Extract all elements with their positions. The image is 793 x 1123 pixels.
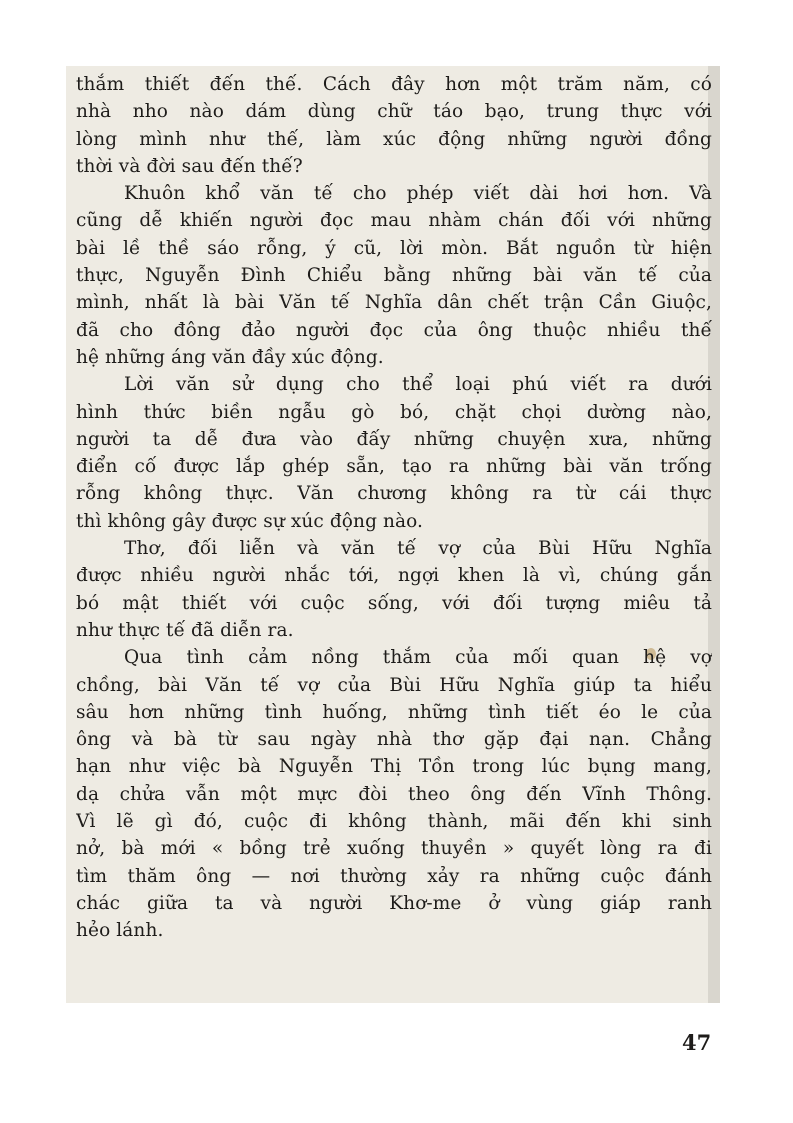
text-line: chác giữa ta và người Khơ-me ở vùng giáp ranh [76, 892, 712, 914]
text-line: Lời văn sử dụng cho thể loại phú viết ra dưới [124, 374, 712, 396]
text-line: hình thức biền ngẫu gò bó, chặt chọi dường nào, [76, 401, 712, 423]
text-line: dạ chửa vẫn một mực đòi theo ông đến Vĩnh Thông. [76, 783, 712, 805]
text-line: đã cho đông đảo người đọc của ông thuộc nhiều thế [76, 319, 712, 341]
paragraph [76, 180, 712, 371]
text-line: lòng mình như thế, làm xúc động những người đồng [76, 128, 712, 150]
text-line: cũng dễ khiến người đọc mau nhàm chán đối với những [76, 210, 712, 232]
text-line: người ta dễ đưa vào đấy những chuyện xưa, những [76, 428, 712, 450]
text-line: chồng, bài Văn tế vợ của Bùi Hữu Nghĩa giúp ta hiểu [76, 674, 712, 696]
body-text [76, 71, 712, 945]
text-line: như thực tế đã diễn ra. [76, 619, 294, 641]
text-line: Qua tình cảm nồng thắm của mối quan hệ vợ [124, 647, 712, 669]
paragraph [76, 371, 712, 535]
text-line: mình, nhất là bài Văn tế Nghĩa dân chết trận Cần Giuộc, [76, 292, 712, 314]
page-number: 47 [682, 1030, 712, 1055]
paragraph [76, 644, 712, 944]
text-line: Thơ, đối liễn và văn tế vợ của Bùi Hữu Nghĩa [124, 538, 712, 560]
text-line: thì không gây được sự xúc động nào. [76, 510, 424, 532]
text-line: rỗng không thực. Văn chương không ra từ cái thực [76, 483, 712, 505]
text-line: bó mật thiết với cuộc sống, với đối tượng miêu tả [76, 592, 712, 614]
paragraph [76, 71, 712, 180]
text-line: hệ những áng văn đầy xúc động. [76, 346, 384, 368]
text-line: sâu hơn những tình huống, những tình tiết éo le của [76, 701, 712, 723]
paragraph [76, 535, 712, 644]
text-line: thắm thiết đến thế. Cách đây hơn một trăm năm, có [76, 74, 712, 95]
text-line: điển cố được lắp ghép sẵn, tạo ra những bài văn trống [76, 456, 712, 478]
text-line: tìm thăm ông — nơi thường xảy ra những cuộc đánh [76, 865, 712, 887]
text-line: thực, Nguyễn Đình Chiểu bằng những bài văn tế của [76, 265, 712, 287]
text-line: Vì lẽ gì đó, cuộc đi không thành, mãi đến khi sinh [76, 811, 712, 833]
text-line: hẻo lánh. [76, 920, 164, 942]
text-line: nở, bà mới « bồng trẻ xuống thuyền » quyết lòng ra đi [76, 838, 712, 860]
text-line: ông và bà từ sau ngày nhà thơ gặp đại nạn. Chẳng [76, 729, 712, 751]
text-line: hạn như việc bà Nguyễn Thị Tồn trong lúc bụng mang, [76, 756, 712, 778]
text-line: nhà nho nào dám dùng chữ táo bạo, trung thực với [76, 101, 712, 123]
text-line: thời và đời sau đến thế? [76, 155, 303, 177]
text-line: được nhiều người nhắc tới, ngợi khen là vì, chúng gắn [76, 565, 712, 587]
text-line: bài lề thề sáo rỗng, ý cũ, lời mòn. Bắt nguồn từ hiện [76, 237, 712, 259]
text-line: Khuôn khổ văn tế cho phép viết dài hơi hơn. Và [124, 183, 712, 205]
